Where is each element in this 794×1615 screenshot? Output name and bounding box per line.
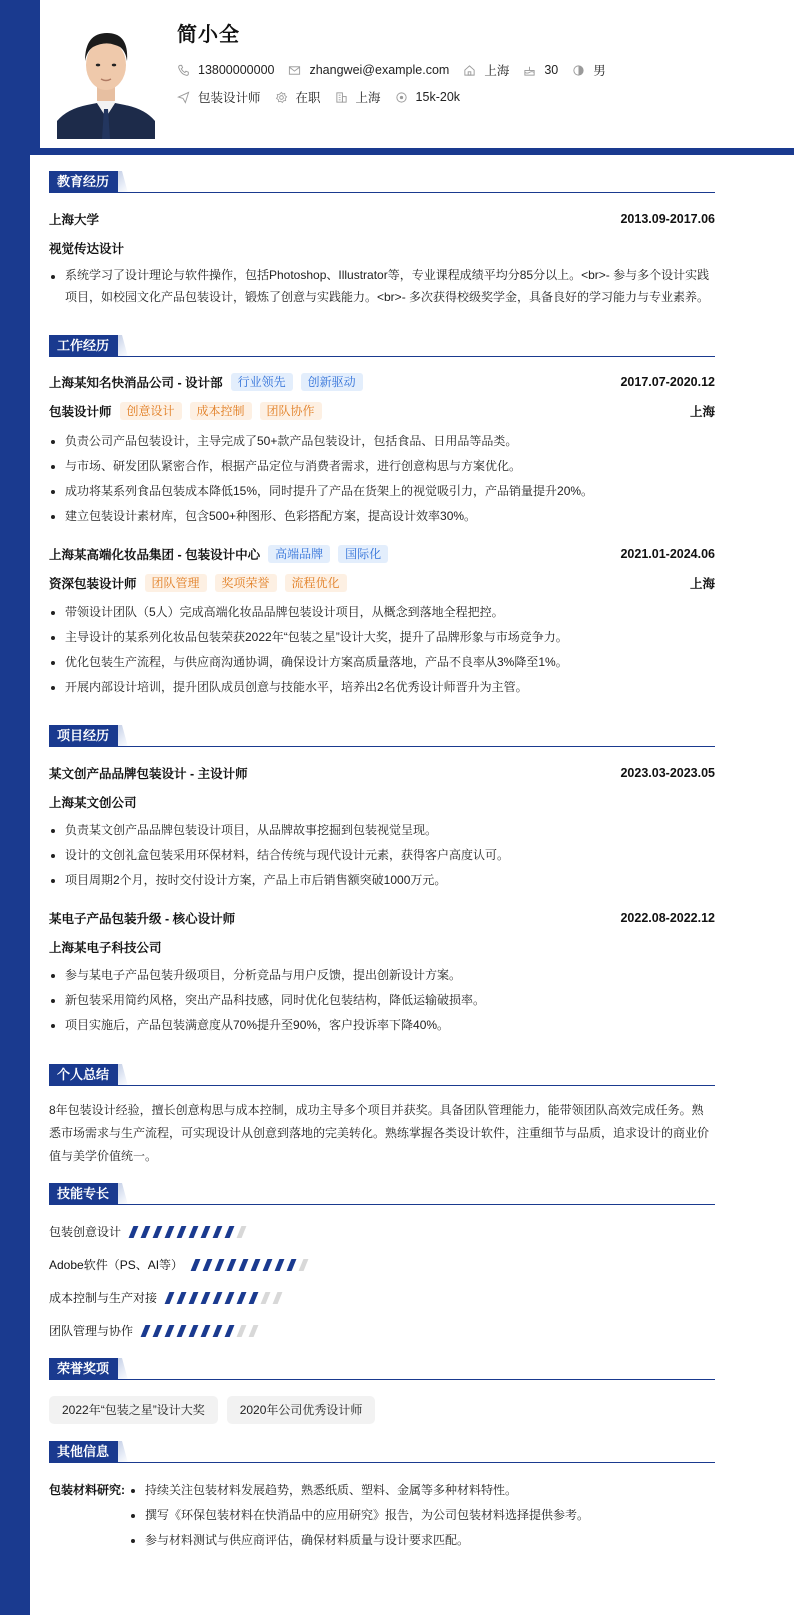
skill-level-bar (131, 1226, 251, 1238)
location-value: 上海 (484, 64, 510, 78)
skill-level-segment (213, 1292, 223, 1304)
skill-level-bar (193, 1259, 313, 1271)
education-bullet: 系统学习了设计理论与软件操作，包括Photoshop、Illustrator等，专业课程成绩平均分85分以上。<br>- 参与多个设计实践项目，如校园文化产品包装设计，锻炼了创意与实践能力。<br>- 多次获得校级奖学金，具备良好的学习能力与专业素养。 (49, 264, 715, 308)
other-info-bullets (129, 1478, 709, 1553)
company-tag: 国际化 (338, 545, 388, 563)
list-item: 成功将某系列食品包装成本降低15%，同时提升了产品在货架上的视觉吸引力，产品销量提升20%。 (49, 479, 715, 504)
list-item: 开展内部设计培训，提升团队成员创意与技能水平，培养出2名优秀设计师晋升为主管。 (49, 675, 715, 700)
status-value: 在职 (295, 91, 321, 105)
job-2-bullets (49, 600, 715, 700)
role-tag: 创意设计 (120, 402, 182, 420)
skills-divider (49, 1204, 715, 1205)
skill-level-segment (189, 1226, 199, 1238)
list-item: 负责公司产品包装设计，主导完成了50+款产品包装设计，包括食品、日用品等品类。 (49, 429, 715, 454)
skill-level-segment (237, 1325, 247, 1337)
skill-level-segment (201, 1226, 211, 1238)
role-tag: 奖项荣誉 (215, 574, 277, 592)
skill-level-segment (189, 1292, 199, 1304)
skill-level-segment (249, 1325, 259, 1337)
project-1-org-row (49, 793, 715, 811)
education-title-text: 教育经历 (49, 171, 118, 193)
list-item: 参与材料测试与供应商评估，确保材料质量与设计要求匹配。 (129, 1528, 709, 1553)
other-divider (49, 1462, 715, 1463)
skill-level-segment (201, 1292, 211, 1304)
resume-header (0, 0, 794, 148)
mail-icon (288, 64, 301, 77)
skill-level-segment (165, 1325, 175, 1337)
skill-level-segment (251, 1259, 261, 1271)
job-1-company-group (49, 373, 363, 391)
header-accent-bar (0, 0, 40, 148)
cake-icon (523, 64, 536, 77)
job-target-item (177, 88, 261, 106)
honors-divider (49, 1379, 715, 1380)
job-2-role-row (49, 574, 715, 592)
gender-item (572, 61, 606, 79)
honors-list (49, 1396, 384, 1424)
list-item: 与市场、研发团队紧密合作，根据产品定位与消费者需求，进行创意构思与方案优化。 (49, 454, 715, 479)
work-section-title (49, 335, 118, 357)
company-tag: 创新驱动 (301, 373, 363, 391)
list-item: 项目周期2个月，按时交付设计方案，产品上市后销售额突破1000万元。 (49, 868, 715, 893)
project-2-bullets (49, 963, 715, 1038)
honors-title-text: 荣誉奖项 (49, 1358, 118, 1380)
honors-section-title (49, 1358, 118, 1380)
work-city-value: 上海 (355, 91, 381, 105)
skill-level-segment (227, 1259, 237, 1271)
job-2-period: 2021.01-2024.06 (620, 547, 715, 561)
skill-level-segment (275, 1259, 285, 1271)
skill-level-segment (261, 1292, 271, 1304)
skill-level-segment (191, 1259, 201, 1271)
project-2-org-row (49, 938, 715, 956)
skill-level-segment (237, 1226, 247, 1238)
list-item: 持续关注包装材料发展趋势，熟悉纸质、塑料、金属等多种材料特性。 (129, 1478, 709, 1503)
skill-name: Adobe软件（PS、AI等） (49, 1258, 184, 1272)
home-icon (463, 64, 476, 77)
list-item: 项目实施后，产品包装满意度从70%提升至90%，客户投诉率下降40%。 (49, 1013, 715, 1038)
skill-level-segment (141, 1325, 151, 1337)
list-item: 带领设计团队（5人）完成高端化妆品品牌包装设计项目，从概念到落地全程把控。 (49, 600, 715, 625)
skills-section-title (49, 1183, 118, 1205)
project-2-header-row (49, 909, 715, 927)
project-1-org: 上海某文创公司 (49, 796, 137, 810)
list-item: 设计的文创礼盒包装采用环保材料，结合传统与现代设计元素，获得客户高度认可。 (49, 843, 715, 868)
education-bullets (49, 264, 715, 308)
list-item: 建立包装设计素材库，包含500+种图形、色彩搭配方案，提高设计效率30%。 (49, 504, 715, 529)
job-1-role-group (49, 402, 322, 420)
other-info-label: 包装材料研究: (49, 1483, 125, 1497)
job-1-company: 上海某知名快消品公司 - 设计部 (49, 376, 223, 390)
phone-item (177, 63, 274, 77)
salary-item (395, 90, 460, 104)
company-tag: 行业领先 (231, 373, 293, 391)
school-name: 上海大学 (49, 213, 100, 227)
projects-divider (49, 746, 715, 747)
skill-level-segment (225, 1325, 235, 1337)
resume-body (30, 155, 794, 1615)
skill-level-segment (287, 1259, 297, 1271)
work-city-item (335, 88, 381, 106)
skill-level-segment (239, 1259, 249, 1271)
skill-level-segment (201, 1325, 211, 1337)
job-1-role: 包装设计师 (49, 405, 112, 419)
honor-badge: 2020年公司优秀设计师 (227, 1396, 376, 1424)
email-value: zhangwei@example.com (309, 63, 450, 77)
role-tag: 成本控制 (190, 402, 252, 420)
major-row (49, 239, 715, 257)
skill-level-segment (213, 1226, 223, 1238)
job-target-value: 包装设计师 (198, 91, 261, 105)
job-1-header-row (49, 373, 715, 391)
location-item (463, 61, 509, 79)
age-item (523, 63, 558, 77)
skill-row (49, 1322, 263, 1339)
list-item: 撰写《环保包装材料在快消品中的应用研究》报告，为公司包装材料选择提供参考。 (129, 1503, 709, 1528)
project-2-period: 2022.08-2022.12 (620, 911, 715, 925)
summary-divider (49, 1085, 715, 1086)
skill-level-segment (153, 1226, 163, 1238)
job-info-row (177, 88, 474, 106)
skill-row (49, 1223, 251, 1240)
skill-level-segment (165, 1292, 175, 1304)
summary-section-title (49, 1064, 118, 1086)
skill-level-bar (143, 1325, 263, 1337)
skill-level-segment (263, 1259, 273, 1271)
project-1-period: 2023.03-2023.05 (620, 766, 715, 780)
skill-level-segment (141, 1226, 151, 1238)
role-tag: 团队管理 (145, 574, 207, 592)
email-item (288, 63, 449, 77)
list-item: 负责某文创产品品牌包装设计项目，从品牌故事挖掘到包装视觉呈现。 (49, 818, 715, 843)
role-tag: 流程优化 (285, 574, 347, 592)
project-2-name: 某电子产品包装升级 - 核心设计师 (49, 912, 236, 926)
skill-level-segment (213, 1325, 223, 1337)
job-2-city: 上海 (689, 577, 715, 591)
project-1-bullets (49, 818, 715, 893)
skill-level-segment (177, 1292, 187, 1304)
skill-row (49, 1289, 287, 1306)
education-section-title (49, 171, 118, 193)
honor-badge: 2022年“包装之星”设计大奖 (49, 1396, 218, 1424)
company-tag: 高端品牌 (268, 545, 330, 563)
skill-level-segment (203, 1259, 213, 1271)
contact-info-row (177, 61, 620, 79)
gender-value: 男 (593, 64, 606, 78)
skill-level-segment (215, 1259, 225, 1271)
job-1-period: 2017.07-2020.12 (620, 375, 715, 389)
summary-text: 8年包装设计经验，擅长创意构思与成本控制，成功主导多个项目并获奖。具备团队管理能力，能带领团队高效完成任务。熟悉市场需求与生产流程，可实现设计从创意到落地的完美转化。熟练掌握各类设计软件，注重细节与品质，追求设计的商业价值与美学价值统一。 (49, 1103, 710, 1163)
skill-level-segment (273, 1292, 283, 1304)
skill-name: 团队管理与协作 (49, 1324, 134, 1338)
job-2-company-group (49, 545, 388, 563)
job-1-city: 上海 (689, 405, 715, 419)
coin-icon (395, 91, 408, 104)
skill-level-segment (129, 1226, 139, 1238)
phone-icon (177, 64, 190, 77)
education-period: 2013.09-2017.06 (620, 212, 715, 226)
avatar-photo (57, 17, 155, 139)
skill-name: 成本控制与生产对接 (49, 1291, 158, 1305)
other-title-text: 其他信息 (49, 1441, 118, 1463)
avatar-portrait-image (57, 17, 155, 139)
job-2-header-row (49, 545, 715, 563)
projects-title-text: 项目经历 (49, 725, 118, 747)
role-tag: 团队协作 (260, 402, 322, 420)
skill-level-segment (237, 1292, 247, 1304)
skill-level-segment (189, 1325, 199, 1337)
skill-level-segment (299, 1259, 309, 1271)
skills-title-text: 技能专长 (49, 1183, 118, 1205)
gear-icon (275, 91, 288, 104)
candidate-name: 简小全 (177, 24, 240, 46)
work-title-text: 工作经历 (49, 335, 118, 357)
summary-title-text: 个人总结 (49, 1064, 118, 1086)
skill-level-segment (225, 1226, 235, 1238)
building-icon (335, 91, 348, 104)
project-1-header-row (49, 764, 715, 782)
skill-level-segment (165, 1226, 175, 1238)
project-2-org: 上海某电子科技公司 (49, 941, 162, 955)
projects-section-title (49, 725, 118, 747)
skill-level-segment (177, 1325, 187, 1337)
project-1-name: 某文创产品品牌包装设计 - 主设计师 (49, 767, 248, 781)
phone-value: 13800000000 (198, 63, 275, 77)
skill-row (49, 1256, 313, 1273)
skill-level-segment (177, 1226, 187, 1238)
job-2-company: 上海某高端化妆品集团 - 包装设计中心 (49, 548, 261, 562)
other-section-title (49, 1441, 118, 1463)
skill-level-segment (153, 1325, 163, 1337)
job-1-role-row (49, 402, 715, 420)
list-item: 主导设计的某系列化妆品包装荣获2022年“包装之星”设计大奖，提升了品牌形象与市场竞争力。 (49, 625, 715, 650)
skill-name: 包装创意设计 (49, 1225, 122, 1239)
job-2-role: 资深包装设计师 (49, 577, 137, 591)
education-header-row (49, 210, 715, 228)
job-2-role-group (49, 574, 347, 592)
salary-value: 15k-20k (415, 90, 461, 104)
education-divider (49, 192, 715, 193)
list-item: 优化包装生产流程，与供应商沟通协调，确保设计方案高质量落地，产品不良率从3%降至1%。 (49, 650, 715, 675)
list-item: 参与某电子产品包装升级项目，分析竞品与用户反馈，提出创新设计方案。 (49, 963, 715, 988)
send-icon (177, 91, 190, 104)
list-item: 新包装采用简约风格，突出产品科技感，同时优化包装结构，降低运输破损率。 (49, 988, 715, 1013)
skill-level-bar (167, 1292, 287, 1304)
work-divider (49, 356, 715, 357)
age-value: 30 (544, 63, 559, 77)
status-item (275, 88, 321, 106)
job-1-bullets (49, 429, 715, 529)
skill-level-segment (249, 1292, 259, 1304)
major-name: 视觉传达设计 (49, 242, 125, 256)
gender-icon (572, 64, 585, 77)
skill-level-segment (225, 1292, 235, 1304)
